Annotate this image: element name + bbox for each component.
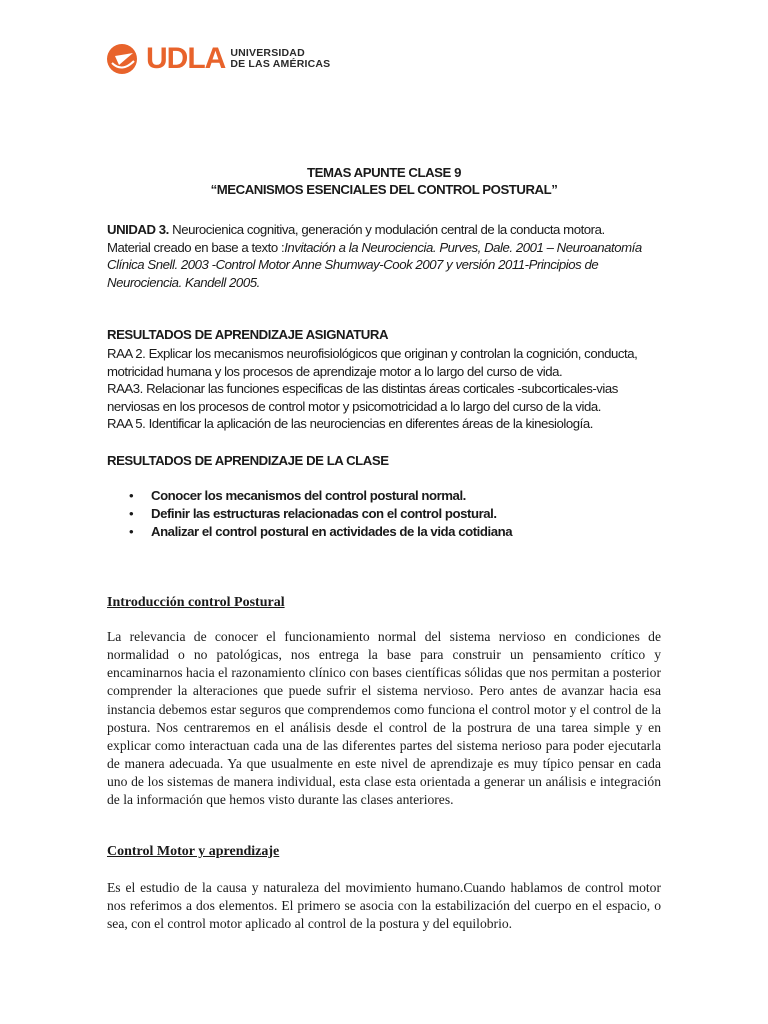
bullet-icon: • <box>129 488 134 503</box>
udla-logo-icon <box>106 43 140 75</box>
raa-clase-heading: RESULTADOS DE APRENDIZAJE DE LA CLASE <box>107 453 389 468</box>
list-item-text: Definir las estructuras relacionadas con el control postural. <box>151 506 497 521</box>
logo-wordmark: UDLA <box>146 42 226 75</box>
logo-subtitle <box>230 48 330 70</box>
document-title: TEMAS APUNTE CLASE 9 <box>307 165 461 180</box>
raa-item: RAA3. Relacionar las funciones especificas de las distintas áreas corticales -subcorticales-vias nerviosas en los procesos de control motor y psicomotricidad a lo largo del curso de la vida. <box>107 381 618 414</box>
list-item-text: Analizar el control postural en actividades de la vida cotidiana <box>151 524 513 539</box>
raa-clase-list <box>129 487 512 541</box>
list-item <box>129 523 512 541</box>
logo-subtitle-line2: DE LAS AMÉRICAS <box>230 58 331 70</box>
list-item <box>129 505 512 523</box>
unidad-section <box>107 221 667 291</box>
control-motor-paragraph: Es el estudio de la causa y naturaleza del movimiento humano.Cuando hablamos de control motor nos referimos a dos elementos. El primero se asocia con la estabilización del cuerpo en el espacio, o sea, con el control motor aplicado al control de la postura y del equilobrio. <box>107 880 661 932</box>
list-item <box>129 487 512 505</box>
unidad-text: Neurocienica cognitiva, generación y modulación central de la conducta motora. <box>168 222 605 237</box>
bullet-icon: • <box>129 524 134 539</box>
raa-asignatura-heading: RESULTADOS DE APRENDIZAJE ASIGNATURA <box>107 327 389 342</box>
document-subtitle: “MECANISMOS ESENCIALES DEL CONTROL POSTURAL” <box>210 182 558 197</box>
list-item-text: Conocer los mecanismos del control postural normal. <box>151 488 466 503</box>
logo-subtitle-line1: UNIVERSIDAD <box>230 47 305 59</box>
material-prefix: Material creado en base a texto : <box>107 239 285 255</box>
intro-heading: Introducción control Postural <box>107 595 285 610</box>
raa-asignatura-list <box>107 345 667 433</box>
control-motor-heading: Control Motor y aprendizaje <box>107 844 280 859</box>
material-references: Invitación a la Neurociencia. Purves, Dale. 2001 – Neuroanatomía Clínica Snell. 2003 -Control Motor Anne Shumway-Cook 2007 y versión 2011-Principios de Neurociencia. Kandell 2005. <box>107 239 642 290</box>
intro-paragraph: La relevancia de conocer el funcionamiento normal del sistema nervioso en condiciones de normalidad o no patológicas, nos entrega la base para construir un pensamiento crítico y encaminarnos hacia el razonamiento clínico con bases científicas sólidas que nos permitan a posterior comprender la alteraciones que puede sufrir el sistema nervioso. Pero antes de avanzar hacia esa instancia debemos estar seguros que comprendemos como funciona el control motor y el control de la postura. Nos centraremos en el análisis desde el control de la postrura de una tarea simple y en explicar como interactuan cada una de las diferentes partes del sistema nerioso para poder ejecutarla de manera adecuada. Ya que usualmente en este nivel de aprendizaje es muy típico pensar en cada uno de los sistemas de manera individual, esta clase esta orientada a generar un análisis e integración de la información que hemos visto durante las clases anteriores. <box>107 629 661 808</box>
raa-item: RAA 5. Identificar la aplicación de las neurociencias en diferentes áreas de la kinesiología. <box>107 416 593 432</box>
bullet-icon: • <box>129 506 134 521</box>
unidad-label: UNIDAD 3. <box>107 222 169 237</box>
raa-item: RAA 2. Explicar los mecanismos neurofisiológicos que originan y controlan la cognición, conducta, motricidad humana y los procesos de aprendizaje motor a lo largo del curso de vida. <box>107 346 638 379</box>
udla-logo <box>106 43 330 75</box>
